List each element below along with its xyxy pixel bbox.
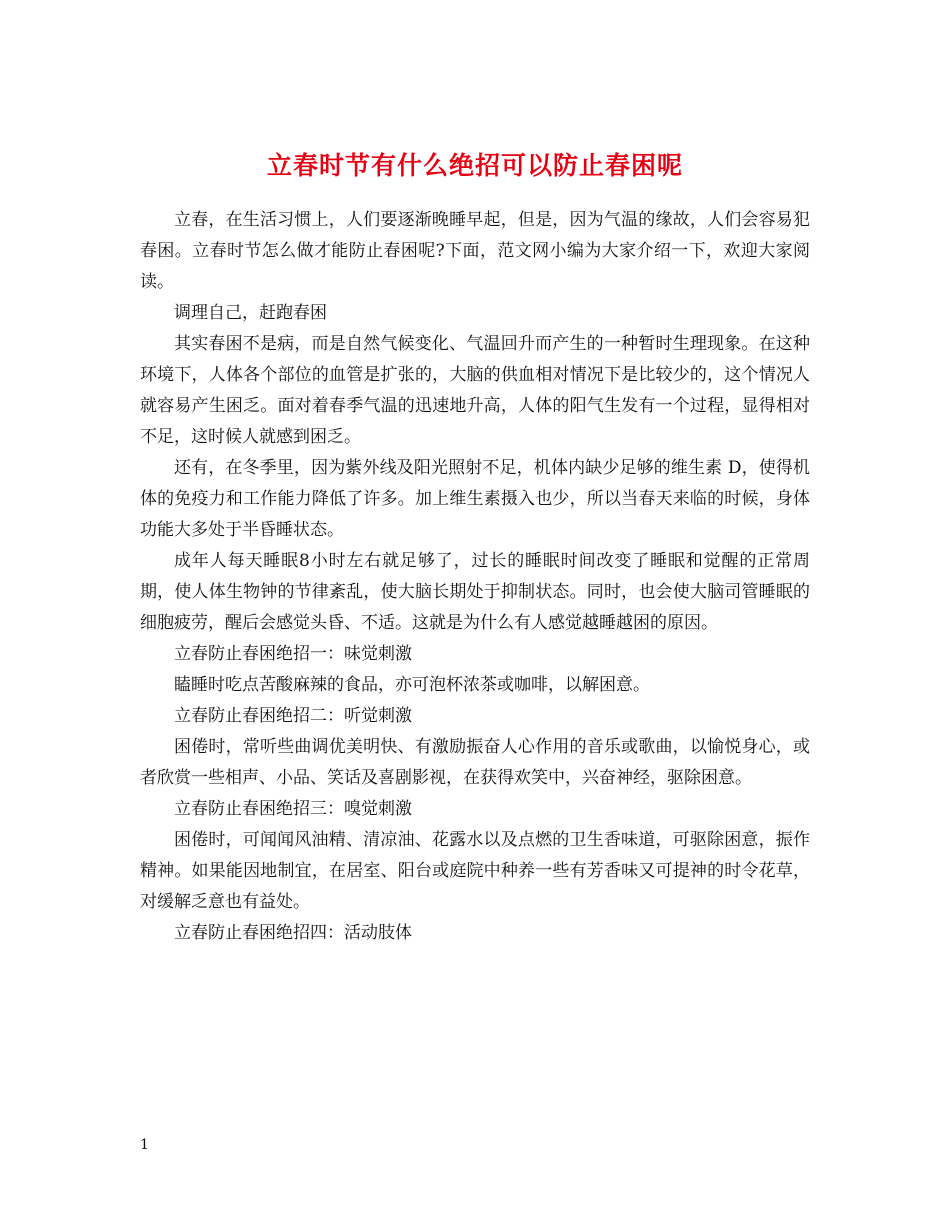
- document-body: [140, 205, 810, 949]
- paragraph-heading-adjust: 调理自己，赶跑春困: [174, 303, 327, 323]
- paragraph-tip-2-heading: 立春防止春困绝招二：听觉刺激: [174, 706, 412, 726]
- document-title: 立春时节有什么绝招可以防止春困呢: [266, 150, 683, 180]
- paragraph-sleep: 成年人每天睡眠8小时左右就足够了，过长的睡眠时间改变了睡眠和觉醒的正常周期，使人体生物钟的节律紊乱，使大脑长期处于抑制状态。同时，也会使大脑司管睡眠的细胞疲劳，醒后会感觉头昏、不适。这就是为什么有人感觉越睡越困的原因。: [140, 551, 810, 633]
- paragraph-tip-1-heading: 立春防止春困绝招一：味觉刺激: [174, 644, 412, 664]
- paragraph-tip-2-text: 困倦时，常听些曲调优美明快、有激励振奋人心作用的音乐或歌曲，以愉悦身心，或者欣赏一些相声、小品、笑话及喜剧影视，在获得欢笑中，兴奋神经，驱除困意。: [140, 737, 810, 788]
- paragraph-tip-3-text: 困倦时，可闻闻风油精、清凉油、花露水以及点燃的卫生香味道，可驱除困意，振作精神。如果能因地制宜，在居室、阳台或庭院中种养一些有芳香味又可提神的时令花草，对缓解乏意也有益处。: [140, 830, 810, 912]
- page-number: 1: [140, 1137, 149, 1153]
- paragraph-intro: 立春，在生活习惯上，人们要逐渐晚睡早起，但是，因为气温的缘故，人们会容易犯春困。立春时节怎么做才能防止春困呢?下面，范文网小编为大家介绍一下，欢迎大家阅读。: [140, 210, 810, 292]
- paragraph-tip-3-heading: 立春防止春困绝招三：嗅觉刺激: [174, 799, 412, 819]
- paragraph-tip-4-heading: 立春防止春困绝招四：活动肢体: [174, 923, 412, 943]
- paragraph-tip-1-text: 瞌睡时吃点苦酸麻辣的食品，亦可泡杯浓茶或咖啡，以解困意。: [174, 675, 650, 695]
- paragraph-cause: 其实春困不是病，而是自然气候变化、气温回升而产生的一种暂时生理现象。在这种环境下，人体各个部位的血管是扩张的，大脑的供血相对情况下是比较少的，这个情况人就容易产生困乏。面对着春季气温的迅速地升高，人体的阳气生发有一个过程，显得相对不足，这时候人就感到困乏。: [140, 334, 810, 447]
- paragraph-vitamin-d: 还有，在冬季里，因为紫外线及阳光照射不足，机体内缺少足够的维生素 D，使得机体的免疫力和工作能力降低了许多。加上维生素摄入也少，所以当春天来临的时候，身体功能大多处于半昏睡状态。: [140, 458, 810, 540]
